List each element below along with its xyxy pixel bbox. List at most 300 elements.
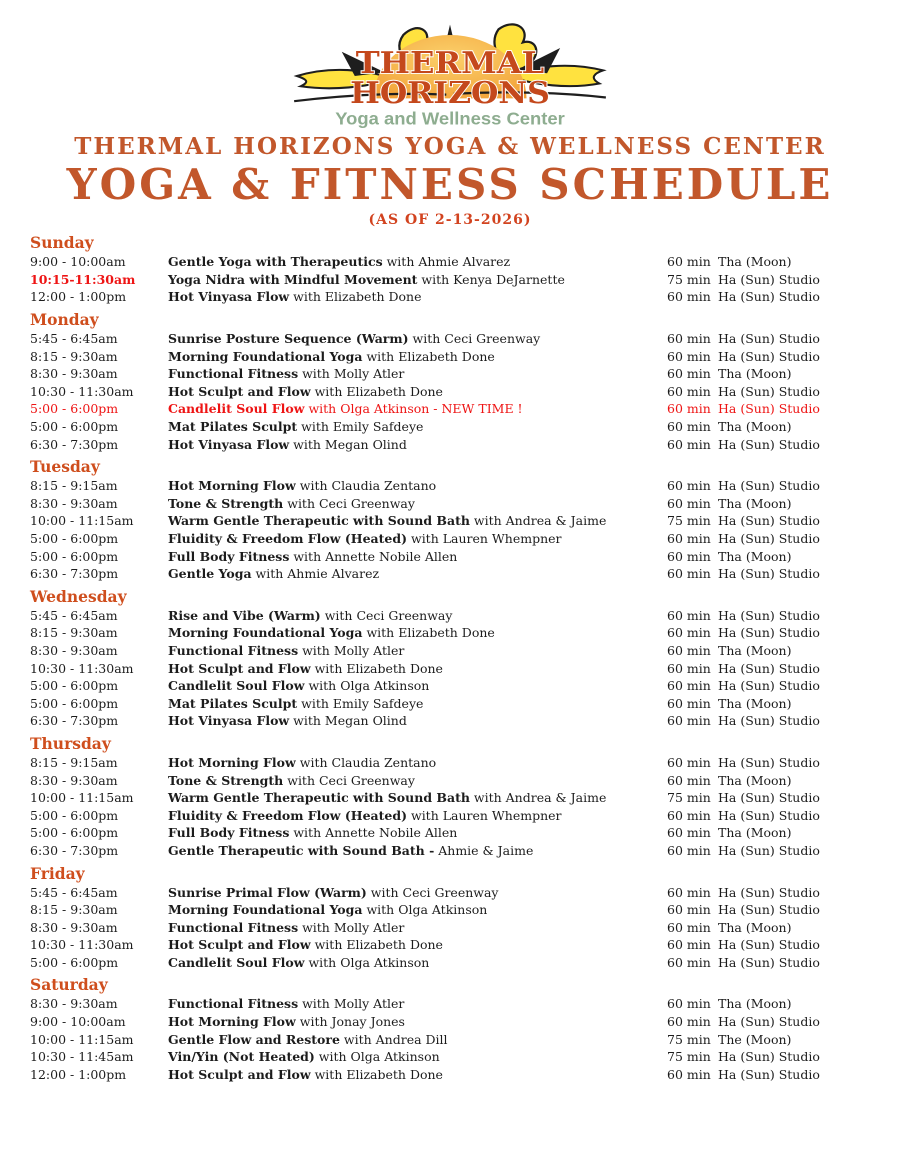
class-row xyxy=(30,754,870,772)
class-row xyxy=(30,712,870,730)
class-duration: 60 min xyxy=(667,919,711,935)
class-duration: 75 min xyxy=(667,513,711,529)
class-title: Hot Morning Flow xyxy=(168,1014,296,1030)
class-studio: Ha (Sun) Studio xyxy=(718,531,820,546)
class-row xyxy=(30,512,870,530)
class-duration: 60 min xyxy=(667,566,711,582)
class-time: 8:30 - 9:30am xyxy=(30,642,118,658)
page-title: YOGA & FITNESS SCHEDULE xyxy=(66,160,834,210)
class-studio: The (Moon) xyxy=(718,1031,792,1047)
class-detail: with Elizabeth Done xyxy=(310,937,443,953)
class-detail: with Megan Olind xyxy=(289,436,407,452)
class-name xyxy=(168,512,667,530)
class-duration: 75 min xyxy=(667,1049,711,1065)
class-row xyxy=(30,530,870,548)
class-name xyxy=(168,365,667,383)
class-studio: Ha (Sun) Studio xyxy=(718,954,820,970)
day-section xyxy=(30,234,870,306)
class-time: 8:30 - 9:30am xyxy=(30,996,118,1012)
class-time: 10:00 - 11:15am xyxy=(30,790,134,806)
class-studio: Tha (Moon) xyxy=(718,825,792,841)
class-detail: with Molly Atler xyxy=(298,642,405,658)
class-row xyxy=(30,954,870,972)
day-rows xyxy=(30,253,870,306)
class-detail: with Elizabeth Done xyxy=(362,625,495,641)
day-heading: Sunday xyxy=(30,233,94,253)
class-studio: Tha (Moon) xyxy=(718,366,792,382)
class-detail: with Emily Safdeye xyxy=(297,419,424,435)
class-detail: with Emily Safdeye xyxy=(297,695,424,711)
logo-word-thermal: THERMAL xyxy=(355,46,545,82)
class-duration: 60 min xyxy=(667,884,711,900)
class-duration: 60 min xyxy=(667,842,711,858)
class-name xyxy=(168,660,667,678)
class-time: 5:45 - 6:45am xyxy=(30,607,118,623)
class-title: Tone & Strength xyxy=(168,772,284,788)
class-time: 5:00 - 6:00pm xyxy=(30,548,119,564)
day-heading: Saturday xyxy=(30,975,108,995)
class-studio: Tha (Moon) xyxy=(718,419,792,435)
class-name xyxy=(168,330,667,348)
class-studio: Tha (Moon) xyxy=(718,642,792,658)
class-title: Functional Fitness xyxy=(168,642,299,658)
class-studio: Ha (Sun) Studio xyxy=(718,401,820,417)
class-duration: 60 min xyxy=(667,642,711,658)
class-duration: 60 min xyxy=(667,383,711,399)
class-row xyxy=(30,1066,870,1084)
class-duration: 60 min xyxy=(667,419,711,435)
class-studio: Tha (Moon) xyxy=(718,495,792,511)
class-duration: 75 min xyxy=(667,271,711,287)
center-name: THERMAL HORIZONS YOGA & WELLNESS CENTER xyxy=(74,133,826,160)
class-name xyxy=(168,400,667,418)
class-detail: with Olga Atkinson - NEW TIME ! xyxy=(304,401,523,417)
class-title: Rise and Vibe (Warm) xyxy=(168,607,321,623)
class-name xyxy=(168,1031,667,1049)
class-title: Sunrise Posture Sequence (Warm) xyxy=(168,331,409,347)
class-studio: Ha (Sun) Studio xyxy=(718,660,820,676)
day-heading: Friday xyxy=(30,863,85,883)
class-duration: 60 min xyxy=(667,289,711,305)
class-row xyxy=(30,330,870,348)
class-detail: with Ceci Greenway xyxy=(283,772,415,788)
class-title: Mat Pilates Sculpt xyxy=(168,419,298,435)
class-detail: with Molly Atler xyxy=(298,996,405,1012)
class-row xyxy=(30,642,870,660)
sun-flames-logo-icon xyxy=(291,20,609,132)
class-detail: with Claudia Zentano xyxy=(295,478,437,494)
as-of-date: (AS OF 2-13-2026) xyxy=(368,212,532,229)
class-row xyxy=(30,807,870,825)
class-time: 9:00 - 10:00am xyxy=(30,254,126,270)
day-section xyxy=(30,976,870,1083)
class-detail: with Molly Atler xyxy=(298,919,405,935)
class-detail: with Ceci Greenway xyxy=(320,607,453,623)
class-row xyxy=(30,660,870,678)
class-title: Tone & Strength xyxy=(168,495,284,511)
class-time: 12:00 - 1:00pm xyxy=(30,1066,127,1082)
class-detail: with Olga Atkinson xyxy=(314,1049,440,1065)
class-row xyxy=(30,919,870,937)
class-title: Full Body Fitness xyxy=(168,548,290,564)
class-duration: 60 min xyxy=(667,254,711,270)
class-detail: with Ceci Greenway xyxy=(366,884,499,900)
class-duration: 60 min xyxy=(667,331,711,347)
day-rows xyxy=(30,607,870,730)
class-time: 10:15-11:30am xyxy=(30,271,136,287)
schedule xyxy=(30,234,870,1083)
class-row xyxy=(30,607,870,625)
class-detail: with Jonay Jones xyxy=(295,1014,405,1030)
class-row xyxy=(30,695,870,713)
class-name xyxy=(168,565,667,583)
class-title: Candlelit Soul Flow xyxy=(168,401,305,417)
day-section xyxy=(30,865,870,972)
day-rows xyxy=(30,995,870,1083)
class-name xyxy=(168,824,667,842)
class-row xyxy=(30,936,870,954)
class-studio: Ha (Sun) Studio xyxy=(718,348,820,364)
class-detail: with Andrea Dill xyxy=(339,1031,448,1047)
day-heading: Tuesday xyxy=(30,457,100,477)
class-title: Candlelit Soul Flow xyxy=(168,954,305,970)
class-time: 5:45 - 6:45am xyxy=(30,331,118,347)
class-name xyxy=(168,754,667,772)
class-studio: Ha (Sun) Studio xyxy=(718,271,820,287)
class-studio: Tha (Moon) xyxy=(718,695,792,711)
class-row xyxy=(30,1048,870,1066)
class-name xyxy=(168,884,667,902)
class-name xyxy=(168,712,667,730)
class-duration: 60 min xyxy=(667,401,711,417)
class-duration: 60 min xyxy=(667,695,711,711)
day-rows xyxy=(30,477,870,583)
class-duration: 60 min xyxy=(667,902,711,918)
class-row xyxy=(30,772,870,790)
class-detail: with Annette Nobile Allen xyxy=(289,825,458,841)
class-title: Gentle Yoga with Therapeutics xyxy=(168,254,383,270)
class-detail: with Elizabeth Done xyxy=(310,383,443,399)
class-name xyxy=(168,1013,667,1031)
class-studio: Tha (Moon) xyxy=(718,254,792,270)
class-time: 8:30 - 9:30am xyxy=(30,495,118,511)
class-name xyxy=(168,936,667,954)
class-time: 8:30 - 9:30am xyxy=(30,919,118,935)
class-time: 6:30 - 7:30pm xyxy=(30,566,119,582)
class-name xyxy=(168,919,667,937)
class-detail: with Lauren Whempner xyxy=(407,807,562,823)
class-detail: with Annette Nobile Allen xyxy=(289,548,458,564)
class-detail: Ahmie & Jaime xyxy=(434,842,534,858)
class-duration: 60 min xyxy=(667,954,711,970)
day-heading: Wednesday xyxy=(30,586,127,606)
class-title: Functional Fitness xyxy=(168,919,299,935)
class-time: 10:30 - 11:45am xyxy=(30,1049,134,1065)
day-section xyxy=(30,458,870,583)
class-studio: Ha (Sun) Studio xyxy=(718,383,820,399)
class-name xyxy=(168,607,667,625)
class-duration: 60 min xyxy=(667,772,711,788)
class-studio: Ha (Sun) Studio xyxy=(718,1066,820,1082)
class-time: 5:00 - 6:00pm xyxy=(30,825,119,841)
class-time: 10:30 - 11:30am xyxy=(30,383,134,399)
class-name xyxy=(168,789,667,807)
class-title: Warm Gentle Therapeutic with Sound Bath xyxy=(168,790,470,806)
class-time: 5:00 - 6:00pm xyxy=(30,531,119,546)
class-name xyxy=(168,954,667,972)
class-studio: Tha (Moon) xyxy=(718,919,792,935)
class-name xyxy=(168,901,667,919)
class-duration: 60 min xyxy=(667,531,711,546)
class-studio: Ha (Sun) Studio xyxy=(718,478,820,494)
class-time: 12:00 - 1:00pm xyxy=(30,289,127,305)
class-row xyxy=(30,624,870,642)
class-duration: 60 min xyxy=(667,478,711,494)
day-rows xyxy=(30,754,870,860)
class-detail: with Ceci Greenway xyxy=(408,331,541,347)
class-studio: Ha (Sun) Studio xyxy=(718,902,820,918)
class-row xyxy=(30,365,870,383)
class-time: 5:00 - 6:00pm xyxy=(30,678,119,694)
class-time: 10:30 - 11:30am xyxy=(30,660,134,676)
class-detail: with Kenya DeJarnette xyxy=(417,271,565,287)
class-title: Hot Sculpt and Flow xyxy=(168,383,311,399)
class-detail: with Megan Olind xyxy=(289,713,407,729)
class-studio: Tha (Moon) xyxy=(718,548,792,564)
class-studio: Ha (Sun) Studio xyxy=(718,607,820,623)
class-studio: Ha (Sun) Studio xyxy=(718,625,820,641)
class-duration: 60 min xyxy=(667,548,711,564)
logo xyxy=(0,0,900,132)
class-duration: 60 min xyxy=(667,754,711,770)
class-row xyxy=(30,1013,870,1031)
logo-word-horizons: HORIZONS xyxy=(350,76,550,112)
class-row xyxy=(30,995,870,1013)
class-detail: with Lauren Whempner xyxy=(407,531,562,546)
class-time: 8:30 - 9:30am xyxy=(30,366,118,382)
class-name xyxy=(168,548,667,566)
class-duration: 60 min xyxy=(667,996,711,1012)
class-title: Fluidity & Freedom Flow (Heated) xyxy=(168,531,408,546)
class-detail: with Andrea & Jaime xyxy=(469,790,607,806)
class-name xyxy=(168,288,667,306)
class-title: Morning Foundational Yoga xyxy=(168,348,363,364)
class-time: 6:30 - 7:30pm xyxy=(30,436,119,452)
class-title: Hot Vinyasa Flow xyxy=(168,289,290,305)
class-row xyxy=(30,495,870,513)
class-title: Hot Vinyasa Flow xyxy=(168,713,290,729)
class-duration: 60 min xyxy=(667,825,711,841)
class-title: Morning Foundational Yoga xyxy=(168,902,363,918)
class-duration: 60 min xyxy=(667,495,711,511)
class-time: 5:00 - 6:00pm xyxy=(30,695,119,711)
class-time: 5:00 - 6:00pm xyxy=(30,419,119,435)
class-name xyxy=(168,624,667,642)
class-title: Full Body Fitness xyxy=(168,825,290,841)
class-name xyxy=(168,1048,667,1066)
class-title: Functional Fitness xyxy=(168,366,299,382)
class-time: 8:15 - 9:30am xyxy=(30,625,118,641)
day-section xyxy=(30,735,870,860)
class-detail: with Olga Atkinson xyxy=(304,954,430,970)
class-title: Hot Morning Flow xyxy=(168,478,296,494)
class-studio: Tha (Moon) xyxy=(718,772,792,788)
class-studio: Ha (Sun) Studio xyxy=(718,1014,820,1030)
class-name xyxy=(168,495,667,513)
class-name xyxy=(168,772,667,790)
class-studio: Ha (Sun) Studio xyxy=(718,513,820,529)
class-duration: 75 min xyxy=(667,1031,711,1047)
class-title: Hot Sculpt and Flow xyxy=(168,937,311,953)
class-title: Sunrise Primal Flow (Warm) xyxy=(168,884,367,900)
class-time: 6:30 - 7:30pm xyxy=(30,713,119,729)
class-time: 10:30 - 11:30am xyxy=(30,937,134,953)
class-name xyxy=(168,807,667,825)
class-time: 10:00 - 11:15am xyxy=(30,1031,134,1047)
class-row xyxy=(30,824,870,842)
class-duration: 60 min xyxy=(667,607,711,623)
class-studio: Ha (Sun) Studio xyxy=(718,436,820,452)
class-detail: with Ahmie Alvarez xyxy=(251,566,380,582)
class-studio: Ha (Sun) Studio xyxy=(718,790,820,806)
class-row xyxy=(30,383,870,401)
class-duration: 75 min xyxy=(667,790,711,806)
day-section xyxy=(30,311,870,453)
day-rows xyxy=(30,884,870,972)
class-duration: 60 min xyxy=(667,625,711,641)
class-name xyxy=(168,477,667,495)
class-row xyxy=(30,901,870,919)
class-name xyxy=(168,695,667,713)
class-row xyxy=(30,418,870,436)
class-time: 8:15 - 9:15am xyxy=(30,478,118,494)
class-duration: 60 min xyxy=(667,436,711,452)
class-studio: Ha (Sun) Studio xyxy=(718,289,820,305)
class-title: Hot Vinyasa Flow xyxy=(168,436,290,452)
class-detail: with Ceci Greenway xyxy=(283,495,415,511)
class-name xyxy=(168,418,667,436)
class-name xyxy=(168,842,667,860)
class-row xyxy=(30,348,870,366)
class-title: Hot Morning Flow xyxy=(168,754,296,770)
class-title: Mat Pilates Sculpt xyxy=(168,695,298,711)
class-title: Hot Sculpt and Flow xyxy=(168,1066,311,1082)
class-name xyxy=(168,677,667,695)
class-duration: 60 min xyxy=(667,1014,711,1030)
class-time: 9:00 - 10:00am xyxy=(30,1014,126,1030)
class-time: 5:00 - 6:00pm xyxy=(30,807,119,823)
class-duration: 60 min xyxy=(667,678,711,694)
class-time: 5:45 - 6:45am xyxy=(30,884,118,900)
class-name xyxy=(168,995,667,1013)
class-studio: Ha (Sun) Studio xyxy=(718,331,820,347)
class-title: Candlelit Soul Flow xyxy=(168,678,305,694)
class-detail: with Elizabeth Done xyxy=(310,660,443,676)
class-name xyxy=(168,1066,667,1084)
class-row xyxy=(30,565,870,583)
class-studio: Ha (Sun) Studio xyxy=(718,1049,820,1065)
class-name xyxy=(168,436,667,454)
class-studio: Ha (Sun) Studio xyxy=(718,713,820,729)
class-duration: 60 min xyxy=(667,713,711,729)
class-title: Morning Foundational Yoga xyxy=(168,625,363,641)
class-name xyxy=(168,383,667,401)
class-name xyxy=(168,348,667,366)
class-time: 8:30 - 9:30am xyxy=(30,772,118,788)
class-detail: with Molly Atler xyxy=(298,366,405,382)
class-row xyxy=(30,436,870,454)
day-rows xyxy=(30,330,870,453)
class-duration: 60 min xyxy=(667,1066,711,1082)
class-title: Hot Sculpt and Flow xyxy=(168,660,311,676)
class-studio: Ha (Sun) Studio xyxy=(718,807,820,823)
class-studio: Ha (Sun) Studio xyxy=(718,754,820,770)
class-duration: 60 min xyxy=(667,660,711,676)
class-row xyxy=(30,1031,870,1049)
class-studio: Ha (Sun) Studio xyxy=(718,678,820,694)
class-row xyxy=(30,677,870,695)
class-detail: with Ahmie Alvarez xyxy=(382,254,511,270)
class-time: 5:00 - 6:00pm xyxy=(30,954,119,970)
class-time: 10:00 - 11:15am xyxy=(30,513,134,529)
class-row xyxy=(30,842,870,860)
day-heading: Monday xyxy=(30,310,99,330)
class-detail: with Elizabeth Done xyxy=(289,289,422,305)
class-title: Gentle Flow and Restore xyxy=(168,1031,340,1047)
logo-tagline: Yoga and Wellness Center xyxy=(335,108,565,129)
class-studio: Ha (Sun) Studio xyxy=(718,566,820,582)
class-detail: with Andrea & Jaime xyxy=(469,513,607,529)
class-title: Functional Fitness xyxy=(168,996,299,1012)
class-title: Warm Gentle Therapeutic with Sound Bath xyxy=(168,513,470,529)
day-section xyxy=(30,588,870,730)
class-title: Vin/Yin (Not Heated) xyxy=(168,1049,315,1065)
class-detail: with Claudia Zentano xyxy=(295,754,437,770)
class-detail: with Elizabeth Done xyxy=(362,348,495,364)
class-studio: Tha (Moon) xyxy=(718,996,792,1012)
class-title: Yoga Nidra with Mindful Movement xyxy=(168,271,418,287)
class-row xyxy=(30,271,870,289)
class-detail: with Olga Atkinson xyxy=(362,902,488,918)
class-studio: Ha (Sun) Studio xyxy=(718,937,820,953)
class-duration: 60 min xyxy=(667,348,711,364)
class-row xyxy=(30,884,870,902)
class-row xyxy=(30,789,870,807)
class-name xyxy=(168,253,667,271)
class-studio: Ha (Sun) Studio xyxy=(718,842,820,858)
class-name xyxy=(168,642,667,660)
class-name xyxy=(168,530,667,548)
class-studio: Ha (Sun) Studio xyxy=(718,884,820,900)
class-duration: 60 min xyxy=(667,937,711,953)
class-row xyxy=(30,253,870,271)
class-title: Gentle Therapeutic with Sound Bath - xyxy=(168,842,435,858)
class-time: 8:15 - 9:30am xyxy=(30,902,118,918)
class-row xyxy=(30,548,870,566)
class-duration: 60 min xyxy=(667,807,711,823)
class-row xyxy=(30,400,870,418)
class-time: 6:30 - 7:30pm xyxy=(30,842,119,858)
class-title: Fluidity & Freedom Flow (Heated) xyxy=(168,807,408,823)
class-name xyxy=(168,271,667,289)
class-detail: with Elizabeth Done xyxy=(310,1066,443,1082)
day-heading: Thursday xyxy=(30,733,111,753)
class-time: 8:15 - 9:30am xyxy=(30,348,118,364)
class-time: 8:15 - 9:15am xyxy=(30,754,118,770)
class-title: Gentle Yoga xyxy=(168,566,252,582)
class-row xyxy=(30,288,870,306)
class-detail: with Olga Atkinson xyxy=(304,678,430,694)
